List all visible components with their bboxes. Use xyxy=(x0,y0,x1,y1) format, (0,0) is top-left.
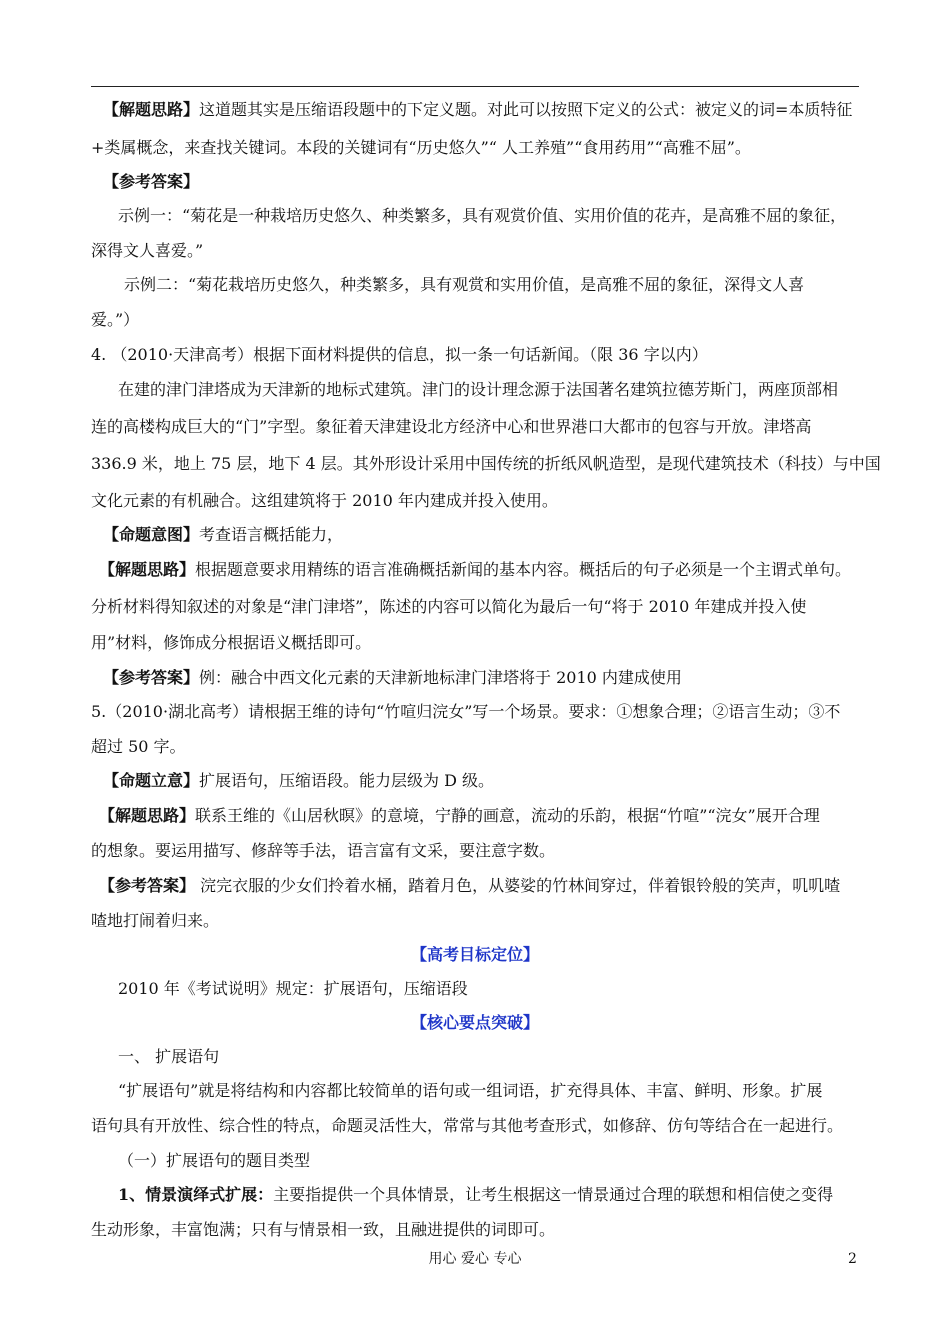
text-line: 【解题思路】这道题其实是压缩语段题中的下定义题。对此可以按照下定义的公式：被定义的词=本质特征 xyxy=(103,100,853,119)
text-line: 示例一：“菊花是一种栽培历史悠久、种类繁多，具有观赏价值、实用价值的花卉，是高雅不屈的象征， xyxy=(118,206,847,225)
text-line: 爱。”） xyxy=(91,310,140,329)
text-line: “扩展语句”就是将结构和内容都比较简单的语句或一组词语，扩充得具体、丰富、鲜明、形象。扩展 xyxy=(118,1081,823,1100)
text-line: 用”材料，修饰成分根据语义概括即可。 xyxy=(91,633,372,652)
text-line: 文化元素的有机融合。这组建筑将于 2010 年内建成并投入使用。 xyxy=(91,491,558,510)
section-label: 【参考答案】 xyxy=(103,172,200,191)
text-line: 喳地打闹着归来。 xyxy=(91,911,220,930)
text-line: 2010 年《考试说明》规定：扩展语句，压缩语段 xyxy=(118,979,468,998)
text-line: 生动形象，丰富饱满；只有与情景相一致，且融进提供的词即可。 xyxy=(91,1220,556,1239)
section-heading: 【高考目标定位】 xyxy=(410,945,539,964)
text-line: 【解题思路】根据题意要求用精练的语言准确概括新闻的基本内容。概括后的句子必须是一个主谓式单句。 xyxy=(99,560,852,579)
header-rule xyxy=(91,86,859,87)
text-line: 的想象。要运用描写、修辞等手法，语言富有文采，要注意字数。 xyxy=(91,841,556,860)
section-heading: 【核心要点突破】 xyxy=(410,1013,539,1032)
page-footer: 用心 爱心 专心 xyxy=(428,1251,522,1267)
text-line: 深得文人喜爱。” xyxy=(91,241,204,260)
text-line: 语句具有开放性、综合性的特点，命题灵活性大，常常与其他考查形式，如修辞、仿句等结合在一起进行。 xyxy=(91,1116,844,1135)
subsection-heading: （一）扩展语句的题目类型 xyxy=(118,1151,311,1170)
subsection-heading: 一、 扩展语句 xyxy=(118,1047,220,1066)
question-item: 4. （2010·天津高考）根据下面材料提供的信息，拟一条一句话新闻。（限 36 字以内） xyxy=(91,345,708,364)
question-item: 5.（2010·湖北高考）请根据王维的诗句“竹喧归浣女”写一个场景。要求：①想象合理；②语言生动；③不 xyxy=(91,702,841,721)
page-number: 2 xyxy=(848,1251,857,1267)
text-line: 分析材料得知叙述的对象是“津门津塔”，陈述的内容可以简化为最后一句“将于 2010 年建成并投入使 xyxy=(91,597,807,616)
text-line: 1、情景演绎式扩展：主要指提供一个具体情景，让考生根据这一情景通过合理的联想和相信使之变得 xyxy=(118,1185,834,1204)
text-line: 超过 50 字。 xyxy=(91,737,186,756)
text-line: 连的高楼构成巨大的“门”字型。象征着天津建设北方经济中心和世界港口大都市的包容与开放。津塔高 xyxy=(91,417,812,436)
text-line: 【参考答案】例：融合中西文化元素的天津新地标津门津塔将于 2010 内建成使用 xyxy=(103,668,682,687)
text-line: 336.9 米，地上 75 层，地下 4 层。其外形设计采用中国传统的折纸风帆造型，是现代建筑技术（科技）与中国 xyxy=(91,454,881,473)
text-line: 示例二：“菊花栽培历史悠久，种类繁多，具有观赏和实用价值，是高雅不屈的象征，深得文人喜 xyxy=(124,275,805,294)
text-line: +类属概念，来查找关键词。本段的关键词有“历史悠久”“ 人工养殖”“食用药用”“高雅不屈”。 xyxy=(91,138,751,157)
text-line: 在建的津门津塔成为天津新的地标式建筑。津门的设计理念源于法国著名建筑拉德芳斯门，两座顶部相 xyxy=(118,380,839,399)
text-line: 【命题立意】扩展语句，压缩语段。能力层级为 D 级。 xyxy=(103,771,495,790)
text-line: 【命题意图】考查语言概括能力， xyxy=(103,525,344,544)
text-line: 【参考答案】 浣完衣服的少女们拎着水桶，踏着月色，从婆娑的竹林间穿过，伴着银铃般的笑声，叽叽喳 xyxy=(99,876,841,895)
text-line: 【解题思路】联系王维的《山居秋暝》的意境，宁静的画意，流动的乐韵，根据“竹喧”“浣女”展开合理 xyxy=(99,806,820,825)
